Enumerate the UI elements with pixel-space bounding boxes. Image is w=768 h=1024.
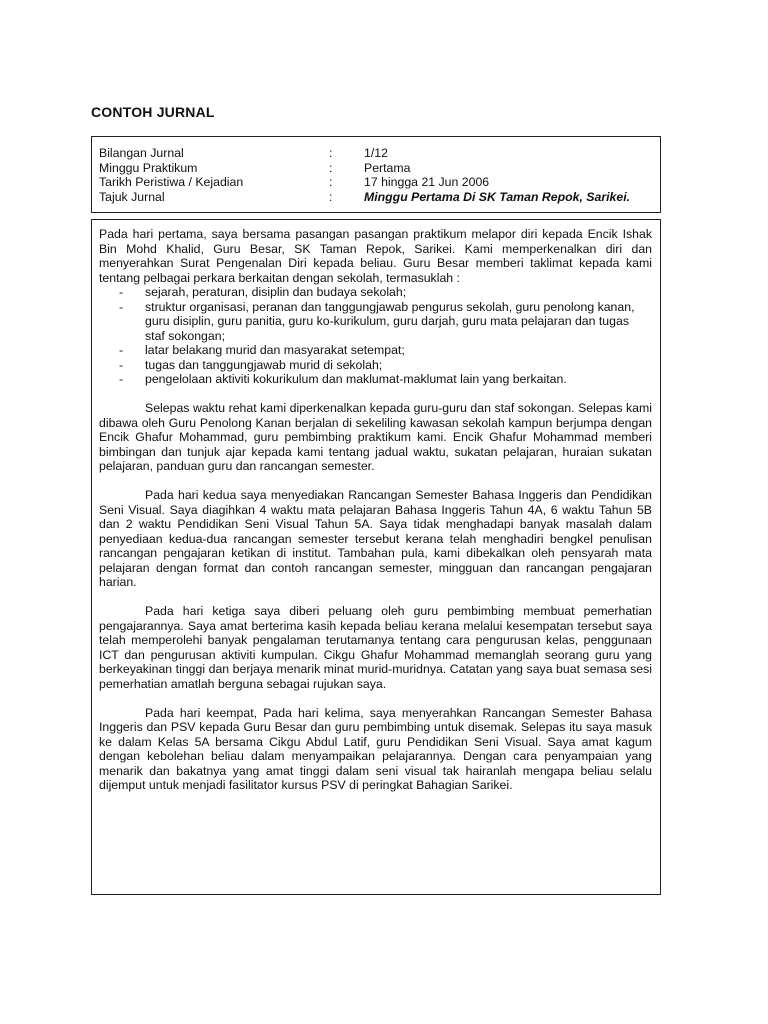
list-item-text: latar belakang murid dan masyarakat setempat; xyxy=(145,343,405,357)
document-title: CONTOH JURNAL xyxy=(91,104,215,120)
header-value-title: Minggu Pertama Di SK Taman Repok, Sarikei. xyxy=(364,189,631,204)
list-item-text: sejarah, peraturan, disiplin dan budaya sekolah; xyxy=(145,285,407,299)
list-item xyxy=(99,372,652,387)
header-value: Pertama xyxy=(364,160,411,175)
paragraph-hari-kedua: Pada hari kedua saya menyediakan Rancangan Semester Bahasa Inggeris dan Pendidikan Seni Visual. Saya diagihkan 4 waktu mata pelajaran Bahasa Inggeris Tahun 4A, 6 waktu Tahun 5B dan 2 waktu Pendidikan Seni Visual Tahun 5A. Saya tidak menghadapi banyak masalah dalam penyediaan kedua-dua rancangan semester tersebut kerana telah menghadiri bengkel penulisan rancangan pengajaran ketikan di institut. Tambahan pula, kami dibekalkan oleh pensyarah mata pelajaran dengan format dan contoh rancangan semester, mingguan dan rancangan pengajaran harian. xyxy=(99,488,652,589)
list-item xyxy=(99,343,652,358)
header-label: Bilangan Jurnal xyxy=(99,146,184,160)
header-value: 1/12 xyxy=(364,146,388,160)
journal-body xyxy=(91,219,661,895)
header-row-minggu xyxy=(99,161,660,176)
list-item xyxy=(99,285,652,300)
list-item xyxy=(99,300,652,344)
header-row-bilangan xyxy=(99,146,660,161)
bullet-marker: - xyxy=(119,285,124,299)
header-label: Minggu Praktikum xyxy=(99,160,198,175)
bullet-marker: - xyxy=(119,357,124,372)
header-colon: : xyxy=(329,146,333,160)
header-row-tarikh xyxy=(99,175,660,190)
header-label: Tarikh Peristiwa / Kejadian xyxy=(99,175,244,189)
bullet-marker: - xyxy=(119,299,124,314)
header-colon: : xyxy=(329,160,333,175)
briefing-list xyxy=(99,285,652,387)
header-colon: : xyxy=(329,189,333,204)
journal-header-table xyxy=(91,136,661,213)
list-item-text: tugas dan tanggungjawab murid di sekolah; xyxy=(145,357,383,372)
header-value: 17 hingga 21 Jun 2006 xyxy=(364,175,490,189)
paragraph-hari-keempat: Pada hari keempat, Pada hari kelima, saya menyerahkan Rancangan Semester Bahasa Inggeris dan PSV kepada Guru Besar dan guru pembimbing untuk disemak. Selepas itu saya masuk ke dalam Kelas 5A bersama Cikgu Abdul Latif, guru Pendidikan Seni Visual. Saya amat kagum dengan kebolehan beliau dalam menyampaikan pelajarannya. Dengan cara penyampaian yang menarik dan bakatnya yang amat tinggi dalam seni visual tak hairanlah mengapa beliau selalu dijemput untuk menjadi fasilitator kursus PSV di peringkat Bahagian Sarikei. xyxy=(99,705,652,792)
header-colon: : xyxy=(329,175,333,189)
paragraph-hari-ketiga: Pada hari ketiga saya diberi peluang oleh guru pembimbing membuat pemerhatian pengajarannya. Saya amat berterima kasih kepada beliau kerana melalui kesempatan tersebut saya telah memperolehi banyak pengalaman terutamanya tentang cara pengurusan kelas, penggunaan ICT dan pengurusan aktiviti kumpulan. Cikgu Ghafur Mohammad memanglah seorang guru yang berkeyakinan tinggi dan berjaya menarik minat murid-muridnya. Catatan yang saya buat semasa sesi pemerhatian amatlah berguna sebagai rujukan saya. xyxy=(99,604,652,691)
list-item-text: struktur organisasi, peranan dan tanggungjawab pengurus sekolah, guru penolong kanan, guru disiplin, guru panitia, guru ko-kurikulum, guru darjah, guru mata pelajaran dan tugas staf sokongan; xyxy=(145,299,635,343)
bullet-marker: - xyxy=(119,372,124,386)
intro-paragraph: Pada hari pertama, saya bersama pasangan pasangan praktikum melapor diri kepada Encik Ishak Bin Mohd Khalid, Guru Besar, SK Taman Repok, Sarikei. Kami memperkenalkan diri dan menyerahkan Surat Pengenalan Diri kepada beliau. Guru Besar memberi taklimat kepada kami tentang pelbagai perkara berkaitan dengan sekolah, termasuklah : xyxy=(99,227,652,285)
header-row-tajuk xyxy=(99,190,660,205)
bullet-marker: - xyxy=(119,343,124,357)
header-label: Tajuk Jurnal xyxy=(99,189,165,204)
paragraph-rehat: Selepas waktu rehat kami diperkenalkan kepada guru-guru dan staf sokongan. Selepas kami dibawa oleh Guru Penolong Kanan berjalan di sekeliling kawasan sekolah kampun berjumpa dengan Encik Ghafur Mohammad, guru pembimbing praktikum kami. Encik Ghafur Mohammad memberi bimbingan dan tunjuk ajar kepada kami tentang jadual waktu, sukatan pelajaran, huraian sukatan pelajaran, panduan guru dan rancangan semester. xyxy=(99,401,652,473)
list-item xyxy=(99,358,652,373)
list-item-text: pengelolaan aktiviti kokurikulum dan maklumat-maklumat lain yang berkaitan. xyxy=(145,372,567,386)
